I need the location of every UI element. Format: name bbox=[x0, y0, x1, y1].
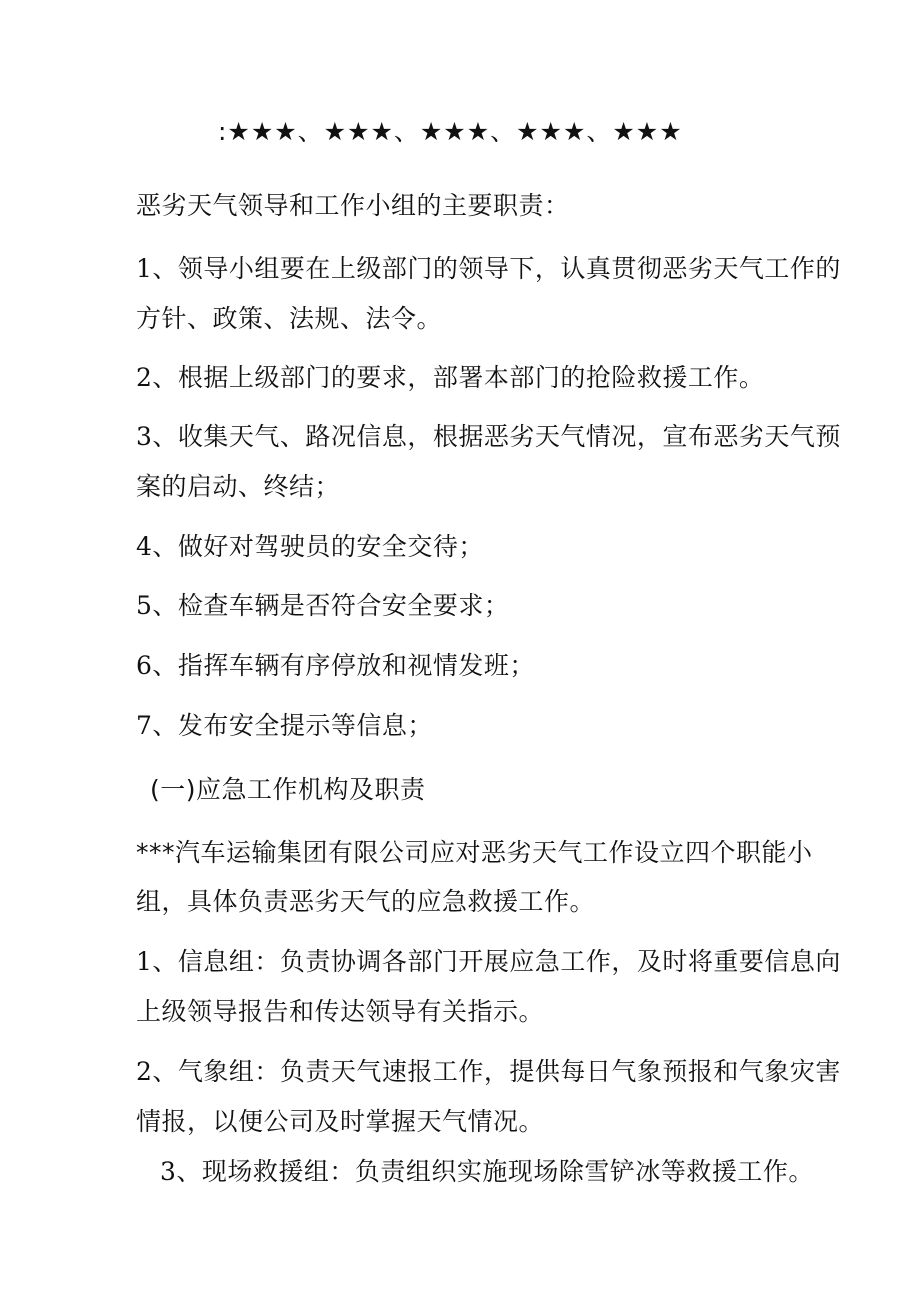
duty-item-4-number: 4 bbox=[136, 532, 153, 561]
duty-item-2-text: 、根据上级部门的要求，部署本部门的抢险救援工作。 bbox=[152, 363, 765, 392]
duty-item-3-number: 3 bbox=[136, 422, 153, 451]
duties-heading: 恶劣天气领导和工作小组的主要职责： bbox=[136, 191, 570, 220]
group-item-1-text: 、信息组：负责协调各部门开展应急工作，及时将重要信息向 bbox=[152, 947, 841, 976]
group-item-3 bbox=[160, 1156, 814, 1188]
group-item-2-text: 、气象组：负责天气速报工作，提供每日气象预报和气象灾害 bbox=[152, 1057, 841, 1086]
duty-item-5 bbox=[136, 590, 509, 622]
duty-item-3-line-2: 案的启动、终结； bbox=[136, 472, 341, 501]
duty-item-1-number: 1 bbox=[136, 254, 153, 283]
group-item-2-line-1 bbox=[136, 1056, 841, 1088]
duty-item-3-text: 、收集天气、路况信息，根据恶劣天气情况，宣布恶劣天气预 bbox=[152, 422, 841, 451]
group-item-1-line-1 bbox=[136, 946, 841, 978]
duty-item-4 bbox=[136, 531, 484, 563]
duty-item-1-line-2: 方针、政策、法规、法令。 bbox=[136, 304, 443, 333]
group-item-3-text: 、现场救援组：负责组织实施现场除雪铲冰等救援工作。 bbox=[176, 1157, 814, 1186]
section-heading: (一)应急工作机构及职责 bbox=[150, 775, 426, 804]
duty-item-2-number: 2 bbox=[136, 363, 153, 392]
duty-item-3-line-1 bbox=[136, 421, 841, 453]
duty-item-7-number: 7 bbox=[136, 711, 153, 740]
duty-item-6-text: 、指挥车辆有序停放和视情发班； bbox=[152, 651, 535, 680]
duty-item-4-text: 、做好对驾驶员的安全交待； bbox=[152, 532, 484, 561]
duty-item-5-text: 、检查车辆是否符合安全要求； bbox=[152, 591, 510, 620]
duty-item-1-line-1 bbox=[136, 253, 841, 285]
group-item-1-number: 1 bbox=[136, 947, 153, 976]
group-item-2-line-2: 情报，以便公司及时掌握天气情况。 bbox=[136, 1107, 545, 1136]
duty-item-6-number: 6 bbox=[136, 651, 153, 680]
duty-item-7-text: 、发布安全提示等信息； bbox=[152, 711, 433, 740]
group-item-2-number: 2 bbox=[136, 1057, 153, 1086]
group-item-1-line-2: 上级领导报告和传达领导有关指示。 bbox=[136, 997, 545, 1026]
duty-item-2 bbox=[136, 362, 764, 394]
org-paragraph-line-1: ***汽车运输集团有限公司应对恶劣天气工作设立四个职能小 bbox=[136, 838, 813, 867]
duty-item-7 bbox=[136, 710, 433, 742]
duty-item-6 bbox=[136, 650, 535, 682]
group-item-3-number: 3 bbox=[160, 1157, 177, 1186]
duty-item-1-text: 、领导小组要在上级部门的领导下，认真贯彻恶劣天气工作的 bbox=[152, 254, 841, 283]
org-paragraph-line-2: 组，具体负责恶劣天气的应急救援工作。 bbox=[136, 887, 596, 916]
member-names-line: :★★★、★★★、★★★、★★★、★★★ bbox=[218, 117, 683, 146]
duty-item-5-number: 5 bbox=[136, 591, 153, 620]
